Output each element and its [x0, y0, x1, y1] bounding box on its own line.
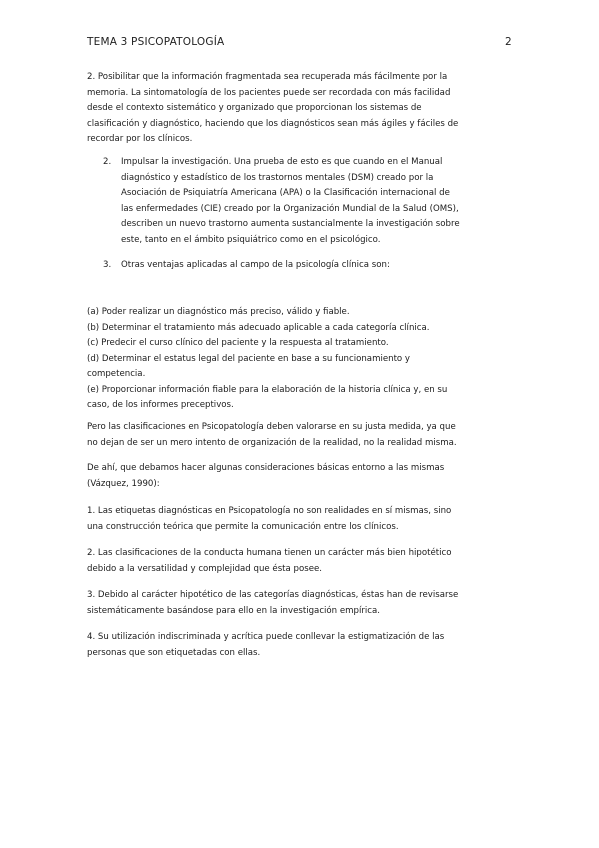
paragraph-line: 2. Posibilitar que la información fragmentada sea recuperada más fácilmente por la	[87, 72, 448, 82]
paragraph-line: sistemáticamente basándose para ello en la investigación empírica.	[87, 605, 381, 616]
sublist-line: (e) Proporcionar información fiable para la elaboración de la historia clínica y, en su	[87, 384, 448, 395]
sublist-line: (d) Determinar el estatus legal del paciente en base a su funcionamiento y	[87, 353, 411, 364]
paragraph-line: no dejan de ser un mero intento de organización de la realidad, no la realidad misma.	[87, 437, 457, 448]
paragraph-line: 2. Las clasificaciones de la conducta humana tienen un carácter más bien hipotético	[87, 548, 452, 558]
paragraph-line: 1. Las etiquetas diagnósticas en Psicopatología no son realidades en sí mismas, sino	[87, 506, 452, 516]
list-item-number: 3.	[103, 260, 112, 270]
paragraph-line: 4. Su utilización indiscriminada y acrítica puede conllevar la estigmatización de las	[87, 632, 445, 642]
consideration-4	[87, 630, 514, 661]
sublist-line: competencia.	[87, 369, 146, 379]
list-item-advantages	[103, 258, 513, 274]
sublist-line: caso, de los informes preceptivos.	[87, 400, 234, 410]
paragraph-line: clasificación y diagnóstico, haciendo que los diagnósticos sean más ágiles y fáciles de	[87, 118, 459, 129]
list-item-line: este, tanto en el ámbito psiquiátrico como en el psicológico.	[121, 234, 381, 245]
consideration-3	[87, 588, 514, 619]
list-item-line: Otras ventajas aplicadas al campo de la psicología clínica son:	[121, 260, 390, 270]
list-item-research	[103, 155, 513, 248]
paragraph-considerations-intro	[87, 461, 514, 492]
list-item-line: Asociación de Psiquiatría Americana (APA) o la Clasificación internacional de	[121, 188, 450, 198]
paragraph-memory	[87, 70, 514, 148]
list-item-text	[121, 258, 513, 274]
sublist-line: (a) Poder realizar un diagnóstico más preciso, válido y fiable.	[87, 307, 350, 317]
page-number: 2	[505, 36, 512, 48]
list-item-line: las enfermedades (CIE) creado por la Organización Mundial de la Salud (OMS),	[121, 203, 459, 214]
paragraph-classifications-caveat	[87, 420, 514, 451]
paragraph-line: 3. Debido al carácter hipotético de las categorías diagnósticas, éstas han de revisarse	[87, 590, 459, 600]
paragraph-line: memoria. La sintomatología de los pacientes puede ser recordada con más facilidad	[87, 87, 451, 98]
list-item-line: Impulsar la investigación. Una prueba de esto es que cuando en el Manual	[121, 157, 443, 167]
paragraph-line: personas que son etiquetadas con ellas.	[87, 647, 261, 658]
paragraph-line: debido a la versatilidad y complejidad que ésta posee.	[87, 563, 323, 574]
sublist-line: (b) Determinar el tratamiento más adecuado aplicable a cada categoría clínica.	[87, 322, 430, 333]
list-item-line: describen un nuevo trastorno aumenta sustancialmente la investigación sobre	[121, 219, 460, 229]
paragraph-line: De ahí, que debamos hacer algunas consideraciones básicas entorno a las mismas	[87, 463, 445, 473]
advantages-sublist	[87, 305, 514, 414]
running-header-title: TEMA 3 PSICOPATOLOGÍA	[87, 36, 225, 48]
list-item-number: 2.	[103, 157, 112, 167]
list-item-line: diagnóstico y estadístico de los trastornos mentales (DSM) creado por la	[121, 172, 434, 183]
consideration-2	[87, 546, 514, 577]
paragraph-line: desde el contexto sistemático y organizado que proporcionan los sistemas de	[87, 103, 422, 113]
consideration-1	[87, 504, 514, 535]
paragraph-line: recordar por los clínicos.	[87, 134, 193, 144]
list-item-text	[121, 155, 513, 248]
sublist-line: (c) Predecir el curso clínico del paciente y la respuesta al tratamiento.	[87, 338, 389, 348]
paragraph-line: Pero las clasificaciones en Psicopatología deben valorarse en su justa medida, ya que	[87, 422, 456, 432]
paragraph-line: una construcción teórica que permite la comunicación entre los clínicos.	[87, 521, 399, 532]
paragraph-line: (Vázquez, 1990):	[87, 478, 160, 489]
